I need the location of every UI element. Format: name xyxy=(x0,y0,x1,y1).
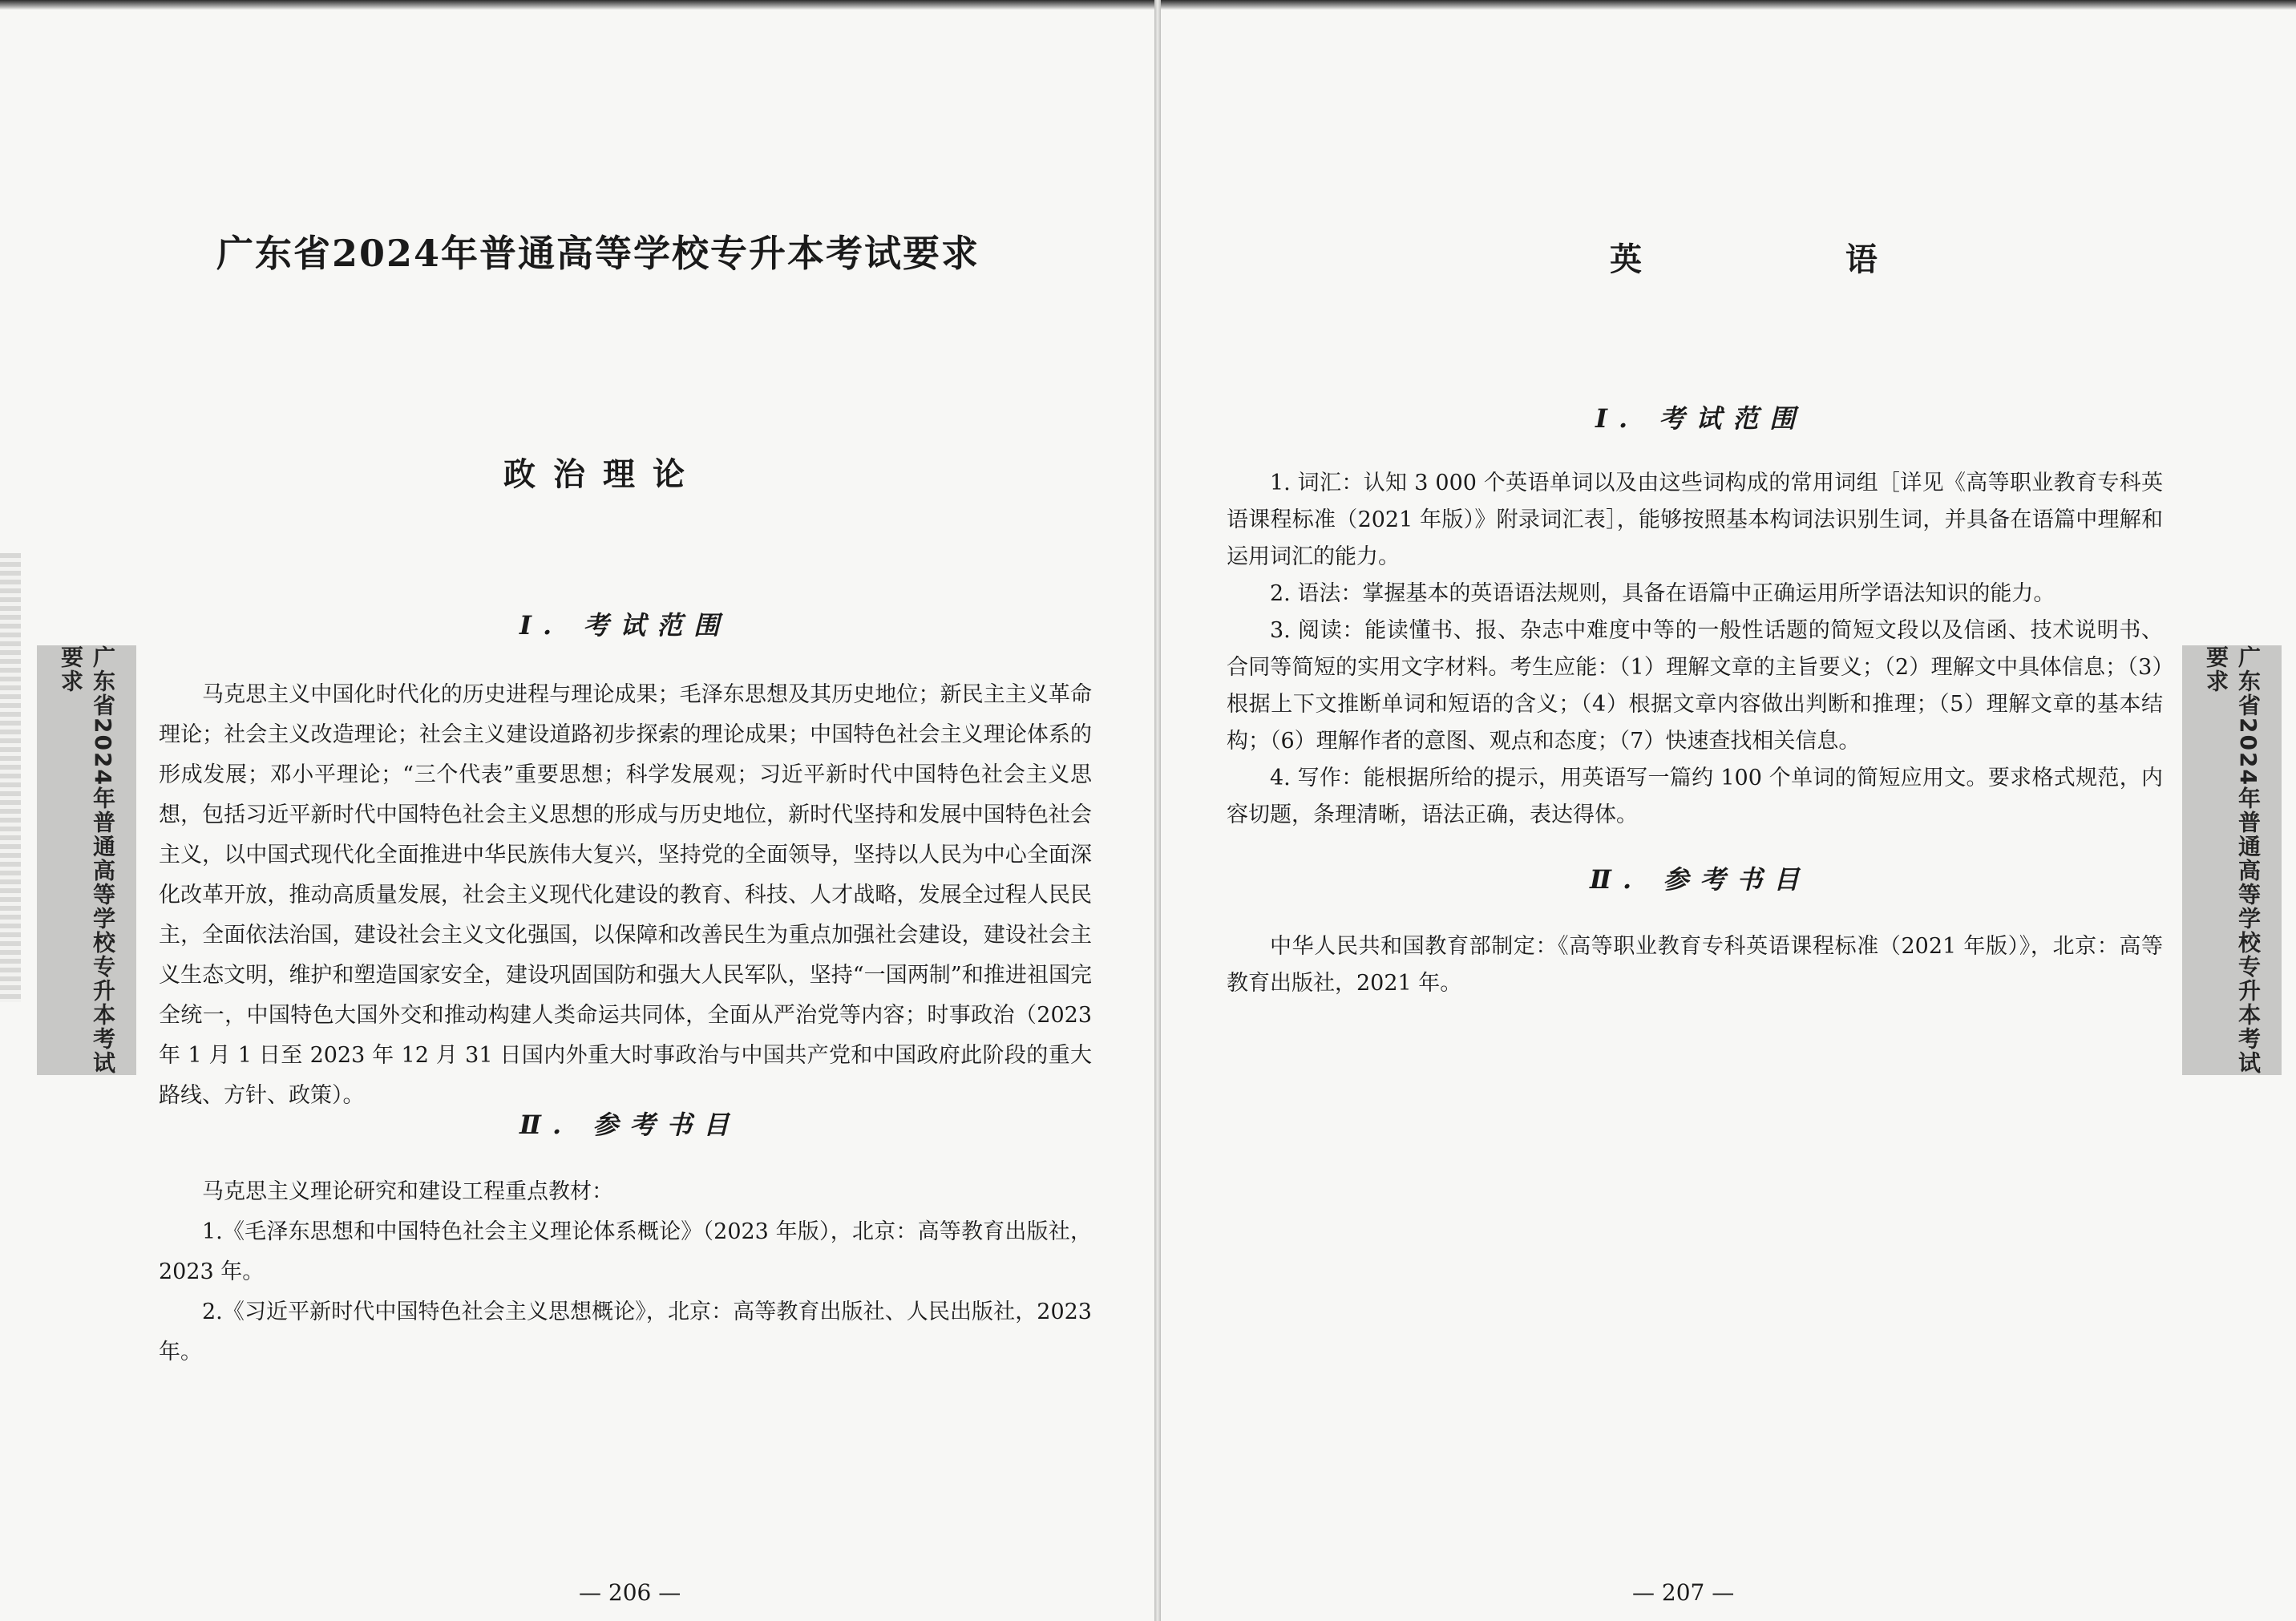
reference-item: 中华人民共和国教育部制定：《高等职业教育专科英语课程标准（2021 年版）》，北京：高等教育出版社，2021 年。 xyxy=(1227,934,2163,996)
reference-list xyxy=(159,1172,1092,1372)
page-number: — 206 — xyxy=(579,1579,681,1606)
side-tab-label xyxy=(37,645,136,1075)
scope-paragraph xyxy=(159,675,1092,1116)
reference-intro: 马克思主义理论研究和建设工程重点教材： xyxy=(202,1179,613,1204)
reference-block xyxy=(1227,928,2163,1002)
side-tab-label xyxy=(2182,645,2282,1075)
reference-item: 2.《习近平新时代中国特色社会主义思想概论》，北京：高等教育出版社、人民出版社，2023 年。 xyxy=(159,1300,1092,1364)
subject-title-english: 英 语 xyxy=(1610,241,1974,278)
scope-item-vocabulary: 1. 词汇：认知 3 000 个英语单词以及由这些词构成的常用词组［详见《高等职业教育专科英语课程标准（2021 年版）》附录词汇表］，能够按照基本构词法识别生词，并具备在语篇中理解和运用词汇的能力。 xyxy=(1227,471,2163,569)
reference-item: 1.《毛泽东思想和中国特色社会主义理论体系概论》（2023 年版），北京：高等教育出版社，2023 年。 xyxy=(159,1219,1092,1284)
document-main-title: 广东省2024年普通高等学校专升本考试要求 xyxy=(216,232,980,275)
book-gutter xyxy=(1154,0,1161,1621)
section-heading-scope: Ⅰ. 考试范围 xyxy=(1595,403,1807,434)
page-edge-texture xyxy=(0,553,21,1002)
section-heading-references: Ⅱ. 参考书目 xyxy=(519,1110,741,1140)
scope-item-writing: 4. 写作：能根据所给的提示，用英语写一篇约 100 个单词的简短应用文。要求格式规范，内容切题，条理清晰，语法正确，表达得体。 xyxy=(1227,766,2163,827)
page-top-edge xyxy=(0,0,1154,10)
section-heading-scope: Ⅰ. 考试范围 xyxy=(519,610,731,641)
right-page xyxy=(1161,0,2296,1621)
scope-item-reading: 3. 阅读：能读懂书、报、杂志中难度中等的一般性话题的简短文段以及信函、技术说明书、合同等简短的实用文字材料。考生应能：（1）理解文章的主旨要义；（2）理解文中具体信息；（3）根据上下文推断单词和短语的含义；（4）根据文章内容做出判断和推理；（5）理解文章的基本结构；（6）理解作者的意图、观点和态度；（7）快速查找相关信息。 xyxy=(1227,618,2163,754)
side-tab-text: 广东省2024年普通高等学校专升本考试要求 xyxy=(2203,645,2262,1075)
scope-text: 马克思主义中国化时代化的历史进程与理论成果；毛泽东思想及其历史地位；新民主主义革命理论；社会主义改造理论；社会主义建设道路初步探索的理论成果；中国特色社会主义理论体系的形成发展；邓小平理论；“三个代表”重要思想；科学发展观；习近平新时代中国特色社会主义思想，包括习近平新时代中国特色社会主义思想的形成与历史地位，新时代坚持和发展中国特色社会主义，以中国式现代化全面推进中华民族伟大复兴，坚持党的全面领导，坚持以人民为中心全面深化改革开放，推动高质量发展，社会主义现代化建设的教育、科技、人才战略，发展全过程人民民主，全面依法治国，建设社会主义文化强国，以保障和改善民生为重点加强社会建设，建设社会主义生态文明，维护和塑造国家安全，建设巩固国防和强大人民军队，坚持“一国两制”和推进祖国完全统一，中国特色大国外交和推动构建人类命运共同体，全面从严治党等内容；时事政治（2023 年 1 月 1 日至 2023 年 12 月 31 日国内外重大时事政治与中国共产党和中国政府此阶段的重大路线、方针、政策）。 xyxy=(159,682,1092,1108)
section-heading-references: Ⅱ. 参考书目 xyxy=(1590,864,1811,895)
subject-title-politics: 政治理论 xyxy=(503,455,702,493)
scope-item-grammar: 2. 语法：掌握基本的英语语法规则，具备在语篇中正确运用所学语法知识的能力。 xyxy=(1270,581,2055,606)
page-top-edge xyxy=(1161,0,2296,10)
scope-items xyxy=(1227,465,2163,834)
side-tab-text: 广东省2024年普通高等学校专升本考试要求 xyxy=(58,645,116,1075)
page-number: — 207 — xyxy=(1632,1579,1735,1606)
